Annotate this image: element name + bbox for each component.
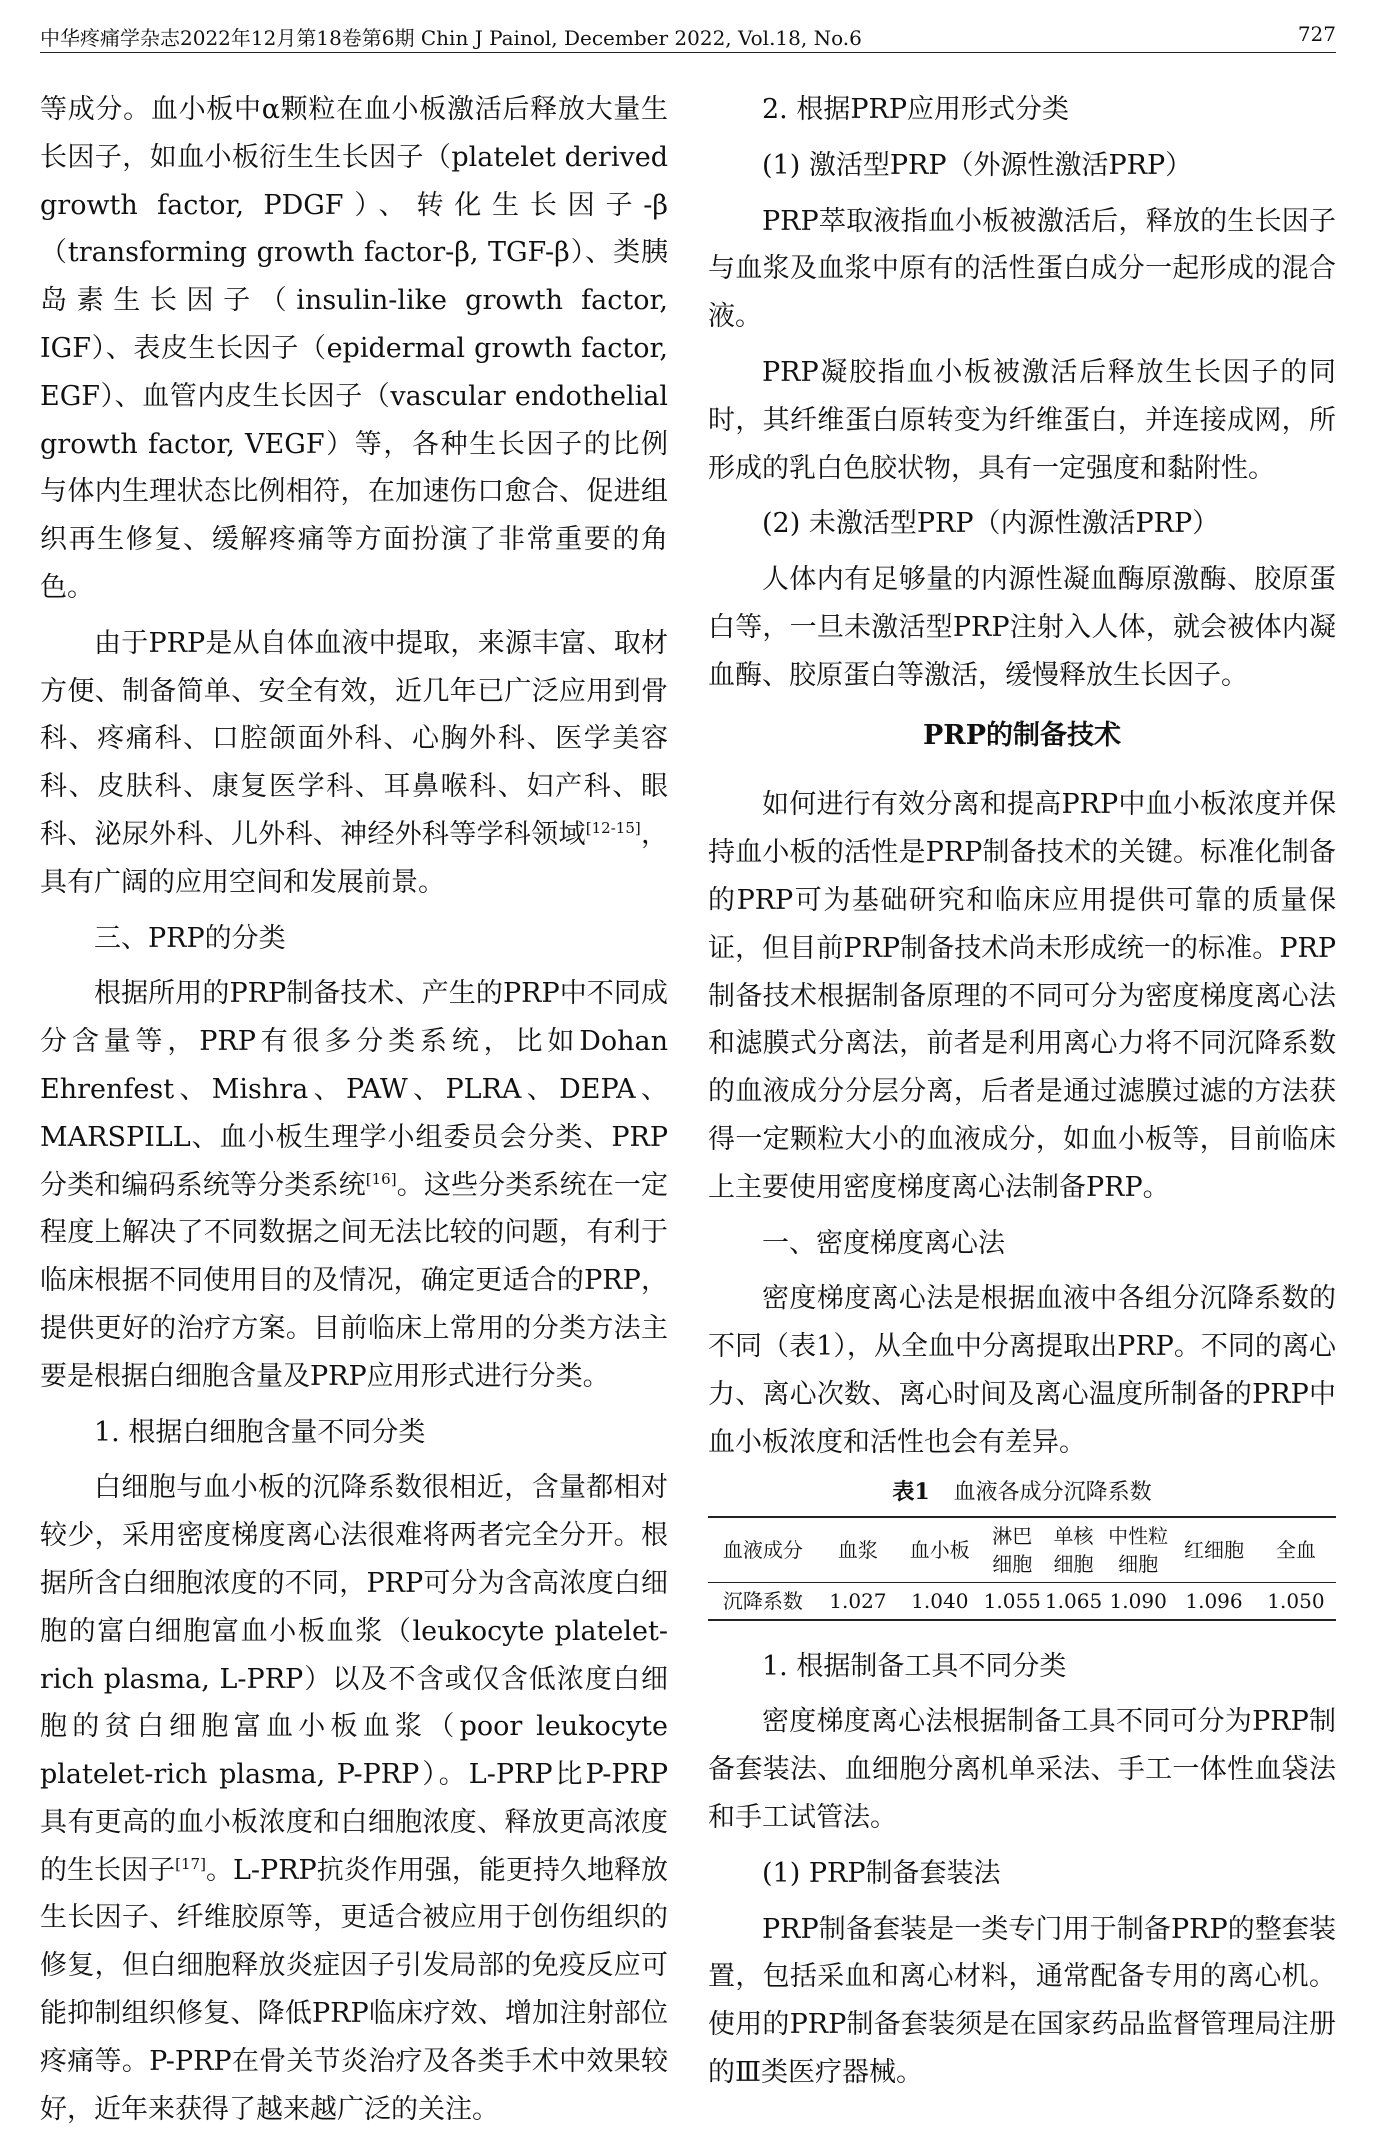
heading-activated-prp: (1) 激活型PRP（外源性激活PRP） [762, 149, 1193, 181]
paragraph-prp-kit: PRP制备套装是一类专门用于制备PRP的整套装置，包括采血和离心材料，通常配备专用的离心机。使用的PRP制备套装须是在国家药品监督管理局注册的Ⅲ类医疗器械。 [708, 1913, 1336, 2088]
paragraph-density-gradient: 密度梯度离心法是根据血液中各组分沉降系数的不同（表1），从全血中分离提取出PRP。不同的离心力、离心次数、离心时间及离心温度所制备的PRP中血小板浓度和活性也会有差异。 [708, 1283, 1336, 1458]
table-cell: 1.096 [1185, 1588, 1243, 1613]
table-cell: 1.040 [911, 1588, 969, 1613]
sedimentation-table [708, 1516, 1336, 1621]
table-title: 血液各成分沉降系数 [953, 1479, 1152, 1505]
table-header: 血小板 [909, 1537, 970, 1562]
paragraph-preparation-tech: 如何进行有效分离和提高PRP中血小板浓度并保持血小板的活性是PRP制备技术的关键。标准化制备的PRP可为基础研究和临床应用提供可靠的质量保证，但目前PRP制备技术尚未形成统一的标准。PRP制备技术根据制备原理的不同可分为密度梯度离心法和滤膜式分离法，前者是利用离心力将不同沉降系数的血液成分分层分离，后者是通过滤膜过滤的方法获得一定颗粒大小的血液成分，如血小板等，目前临床上主要使用密度梯度离心法制备PRP。 [708, 789, 1336, 1203]
paragraph-prp-gel: PRP凝胶指血小板被激活后释放生长因子的同时，其纤维蛋白原转变为纤维蛋白，并连接成网，所形成的乳白色胶状物，具有一定强度和黏附性。 [708, 356, 1336, 484]
paragraph-preparation-tools: 密度梯度离心法根据制备工具不同可分为PRP制备套装法、血细胞分离机单采法、手工一体性血袋法和手工试管法。 [708, 1706, 1336, 1833]
table-cell: 1.050 [1267, 1588, 1325, 1613]
citation-ref: [12-15] [585, 818, 641, 837]
journal-citation: 中华疼痛学杂志2022年12月第18卷第6期 Chin J Painol, December 2022, Vol.18, No.6 [40, 26, 862, 50]
page-number: 727 [1297, 22, 1336, 46]
left-column [40, 86, 668, 2141]
paragraph-growth-factors: 等成分。血小板中α颗粒在血小板激活后释放大量生长因子，如血小板衍生生长因子（platelet derived growth factor, PDGF）、转化生长因子-β（transforming growth factor-β, TGF-β）、类胰岛素生长因子（insulin-like growth factor, IGF）、表皮生长因子（epidermal growth factor, EGF）、血管内皮生长因子（vascular endothelial growth factor, VEGF）等，各种生长因子的比例与体内生理状态比例相符，在加速伤口愈合、促进组织再生修复、缓解疼痛等方面扮演了非常重要的角色。 [40, 94, 668, 603]
heading-preparation-tools: 1. 根据制备工具不同分类 [762, 1650, 1067, 1682]
heading-leukocyte-classification: 1. 根据白细胞含量不同分类 [94, 1416, 426, 1448]
table-header-row [708, 1517, 1336, 1583]
running-header [40, 14, 1336, 54]
table-cell: 1.055 [983, 1588, 1041, 1613]
table-cell: 1.065 [1044, 1588, 1103, 1613]
section-title: PRP的制备技术 [922, 719, 1122, 751]
citation-ref: [16] [365, 1169, 397, 1188]
table-header: 血液成分 [722, 1537, 803, 1562]
table-header: 全血 [1275, 1537, 1316, 1562]
citation-ref: [17] [175, 1854, 206, 1873]
heading-application-form: 2. 根据PRP应用形式分类 [762, 94, 1070, 125]
table-row [708, 1582, 1336, 1620]
paragraph-non-activated: 人体内有足够量的内源性凝血酶原激酶、胶原蛋白等，一旦未激活型PRP注射入人体，就会被体内凝血酶、胶原蛋白等激活，缓慢释放生长因子。 [708, 564, 1336, 691]
table-label: 表1 [892, 1478, 930, 1505]
right-column [708, 86, 1336, 2105]
header-rule [40, 52, 1336, 53]
heading-prp-kit: (1) PRP制备套装法 [762, 1857, 1001, 1889]
heading-prp-classification: 三、PRP的分类 [94, 922, 286, 954]
paragraph-classification-systems: 根据所用的PRP制备技术、产生的PRP中不同成分含量等，PRP有很多分类系统，比如Dohan Ehrenfest、Mishra、PAW、PLRA、DEPA、MARSPILL、血小板生理学小组委员会分类、PRP分类和编码系统等分类系统[16]。这些分类系统在一定程度上解决了不同数据之间无法比较的问题，有利于临床根据不同使用目的及情况，确定更适合的PRP，提供更好的治疗方案。目前临床上常用的分类方法主要是根据白细胞含量及PRP应用形式进行分类。 [40, 978, 669, 1392]
paragraph-prp-applications: 由于PRP是从自体血液中提取，来源丰富、取材方便、制备简单、安全有效，近几年已广泛应用到骨科、疼痛科、口腔颌面外科、心胸外科、医学美容科、皮肤科、康复医学科、耳鼻喉科、妇产科、眼科、泌尿外科、儿外科、神经外科等学科领域[12-15]，具有广阔的应用空间和发展前景。 [40, 627, 669, 898]
table-header: 中性粒细胞 [1108, 1523, 1169, 1576]
table-cell: 1.027 [829, 1588, 887, 1613]
heading-non-activated-prp: (2) 未激活型PRP（内源性激活PRP） [762, 508, 1220, 540]
table-row-label: 沉降系数 [722, 1588, 803, 1613]
table-header: 红细胞 [1184, 1537, 1245, 1562]
table-caption [708, 1475, 1336, 1510]
table-cell: 1.090 [1109, 1588, 1167, 1613]
table-header: 淋巴细胞 [992, 1523, 1033, 1576]
paragraph-prp-extract: PRP萃取液指血小板被激活后，释放的生长因子与血浆及血浆中原有的活性蛋白成分一起形成的混合液。 [708, 205, 1336, 333]
table-header: 单核细胞 [1053, 1523, 1094, 1576]
table-header: 血浆 [837, 1537, 878, 1562]
paragraph-leukocyte: 白细胞与血小板的沉降系数很相近，含量都相对较少，采用密度梯度离心法很难将两者完全分开。根据所含白细胞浓度的不同，PRP可分为含高浓度白细胞的富白细胞富血小板血浆（leukocyte platelet-rich plasma, L-PRP）以及不含或仅含低浓度白细胞的贫白细胞富血小板血浆（poor leukocyte platelet-rich plasma, P-PRP）。L-PRP比P-PRP具有更高的血小板浓度和白细胞浓度、释放更高浓度的生长因子[17]。L-PRP抗炎作用强，能更持久地释放生长因子、纤维胶原等，更适合被应用于创伤组织的修复，但白细胞释放炎症因子引发局部的免疫反应可能抑制组织修复、降低PRP临床疗效、增加注射部位疼痛等。P-PRP在骨关节炎治疗及各类手术中效果较好，近年来获得了越来越广泛的关注。 [40, 1472, 669, 2125]
heading-density-gradient: 一、密度梯度离心法 [762, 1227, 1005, 1259]
